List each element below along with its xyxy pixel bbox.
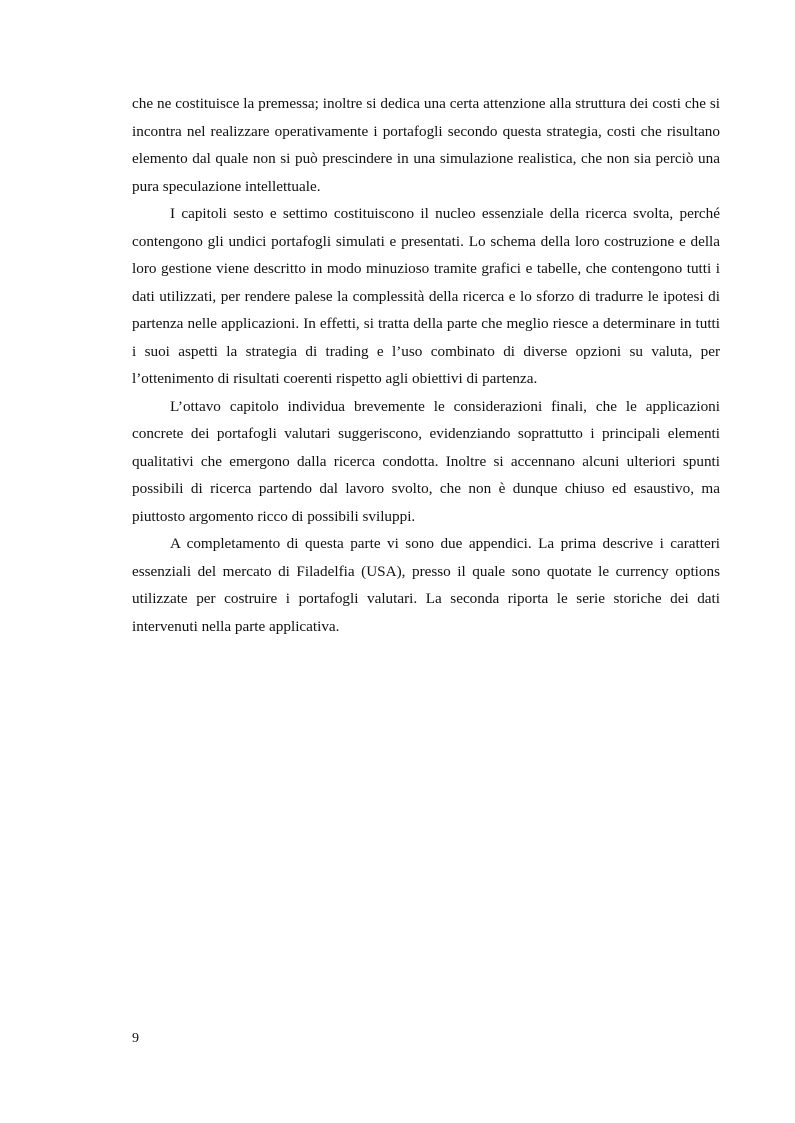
paragraph-2: I capitoli sesto e settimo costituiscono il nucleo essenziale della ricerca svolta, perché contengono gli undici portafogli simulati e presentati. Lo schema della loro costruzione e della loro gestione viene descritto in modo minuzioso tramite grafici e tabelle, che contengono tutti i dati utilizzati, per rendere palese la complessità della ricerca e lo sforzo di tradurre le ipotesi di partenza nelle applicazioni. In effetti, si tratta della parte che meglio riesce a determinare in tutti i suoi aspetti la strategia di trading e l’uso combinato di diverse opzioni su valuta, per l’ottenimento di risultati coerenti rispetto agli obiettivi di partenza.	[132, 205, 720, 387]
paragraph-4: A completamento di questa parte vi sono due appendici. La prima descrive i caratteri essenziali del mercato di Filadelfia (USA), presso il quale sono quotate le currency options utilizzate per costruire i portafogli valutari. La seconda riporta le serie storiche dei dati intervenuti nella parte applicativa.	[132, 535, 720, 635]
paragraph-3: L’ottavo capitolo individua brevemente le considerazioni finali, che le applicazioni concrete dei portafogli valutari suggeriscono, evidenziando soprattutto i principali elementi qualitativi che emergono dalla ricerca condotta. Inoltre si accennano alcuni ulteriori spunti possibili di ricerca partendo dal lavoro svolto, che non è dunque chiuso ed esaustivo, ma piuttosto argomento ricco di possibili sviluppi.	[132, 397, 720, 525]
document-body	[132, 90, 720, 640]
page-number: 9	[132, 1031, 139, 1046]
paragraph-1: che ne costituisce la premessa; inoltre si dedica una certa attenzione alla struttura dei costi che si incontra nel realizzare operativamente i portafogli secondo questa strategia, costi che risultano elemento dal quale non si può prescindere in una simulazione realistica, che non sia perciò una pura speculazione intellettuale.	[132, 95, 720, 195]
